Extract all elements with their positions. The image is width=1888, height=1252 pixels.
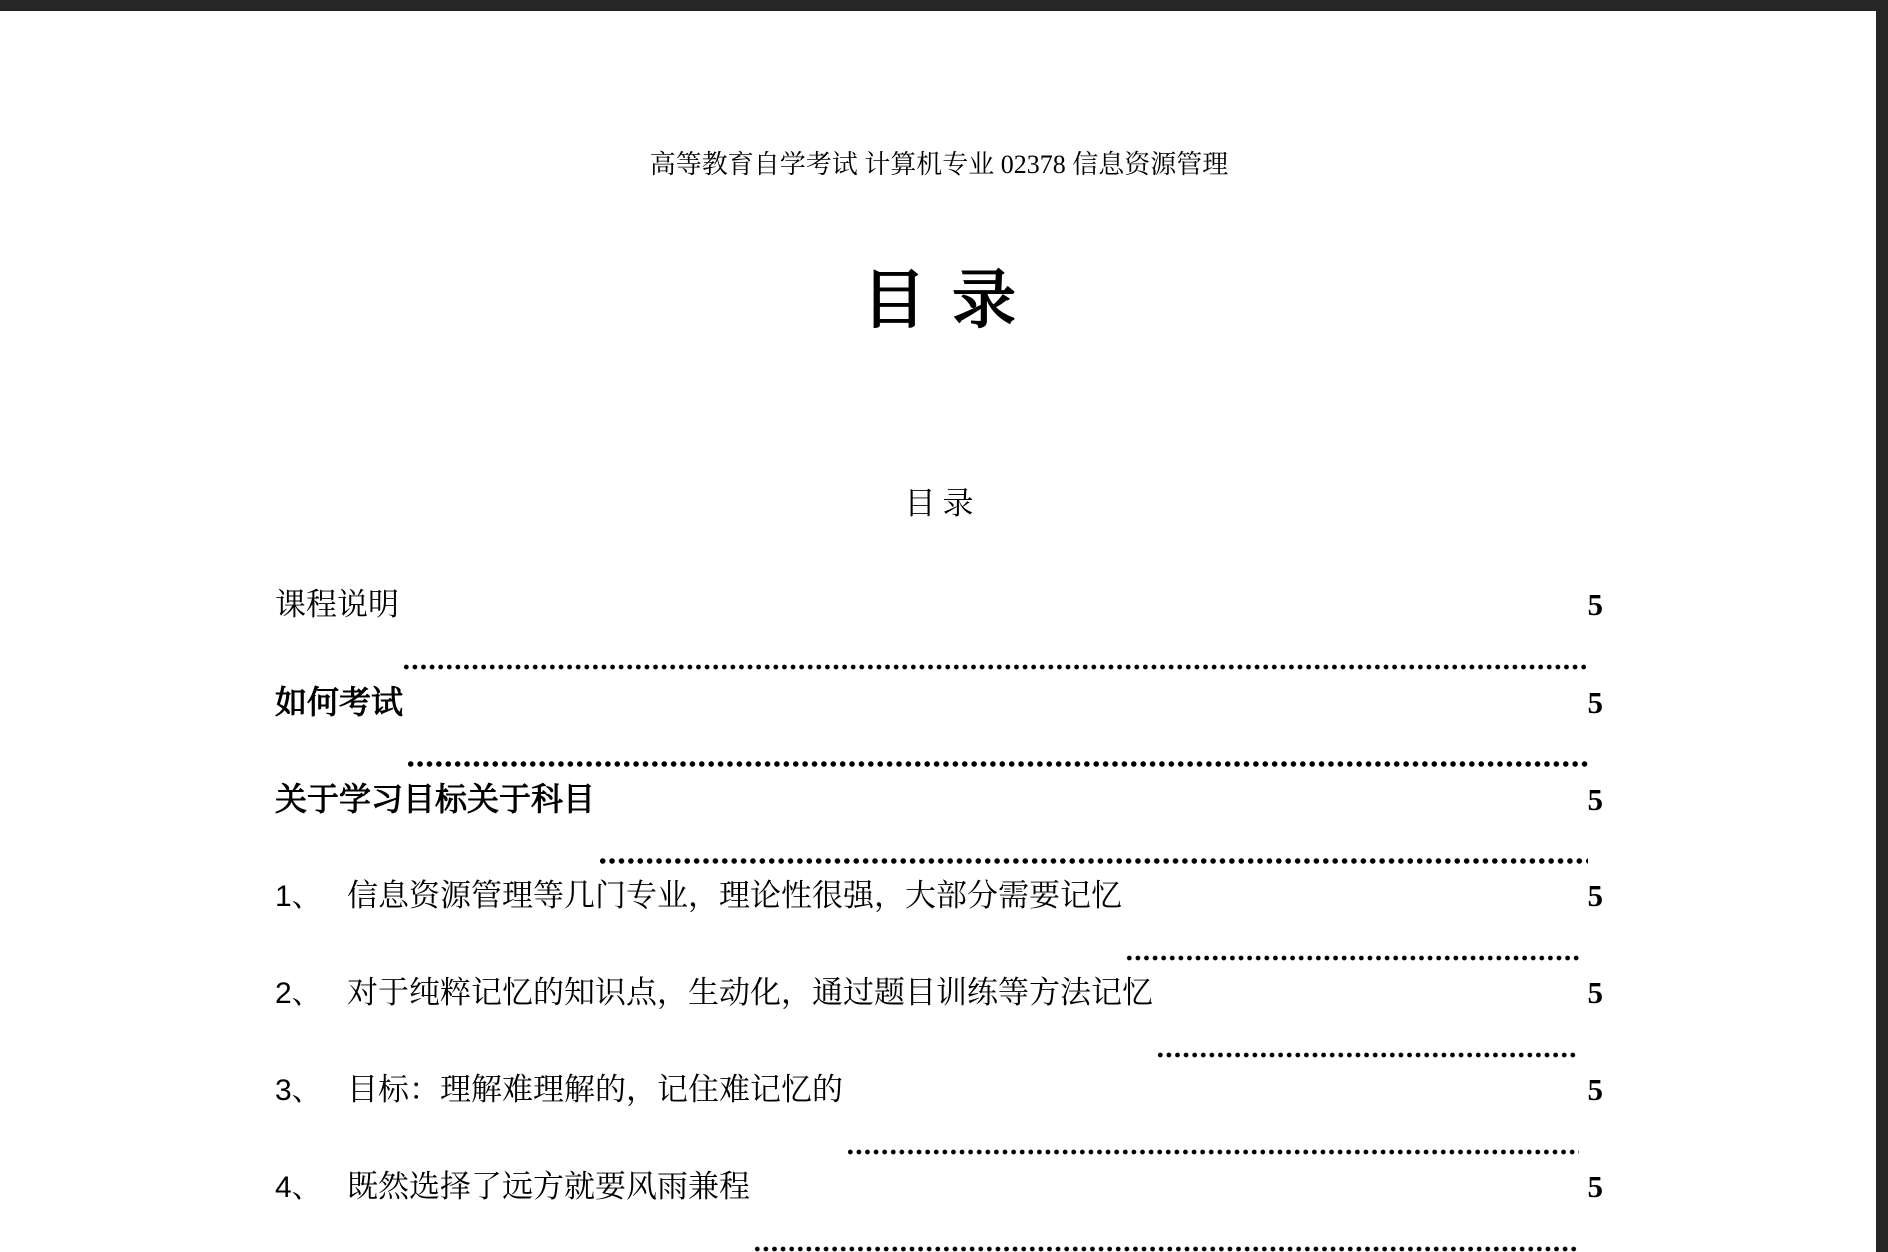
toc-page-number: 5 (1587, 1169, 1603, 1204)
dot-leader (846, 1148, 1579, 1156)
dot-leader (402, 663, 1588, 671)
toc-entry[interactable] (275, 1068, 1603, 1165)
toc-entry-number: 4、 (275, 1171, 322, 1204)
toc-entry-number: 3、 (275, 1074, 322, 1107)
toc-page-number: 5 (1587, 587, 1603, 622)
toc-entry-label: 信息资源管理等几门专业，理论性很强，大部分需要记忆 (347, 878, 1122, 913)
document-content (275, 147, 1603, 1252)
toc-entry[interactable] (275, 583, 1603, 680)
toc-list (275, 583, 1603, 1252)
dot-leader (1125, 954, 1579, 962)
toc-entry-number: 2、 (275, 977, 322, 1010)
toc-entry-label: 如何考试 (275, 684, 404, 720)
toc-entry-label: 关于学习目标关于科目 (275, 781, 596, 817)
toc-entry[interactable] (275, 874, 1603, 971)
toc-entry-number: 1、 (275, 880, 322, 913)
toc-page-number: 5 (1587, 975, 1603, 1010)
page-title: 目录 (862, 265, 1042, 336)
toc-entry-label: 对于纯粹记忆的知识点，生动化，通过题目训练等方法记忆 (347, 975, 1153, 1010)
toc-entry[interactable] (275, 1165, 1603, 1252)
toc-entry[interactable] (275, 777, 1603, 874)
toc-page-number: 5 (1587, 1072, 1603, 1107)
toc-page-number: 5 (1587, 782, 1603, 817)
toc-page-number: 5 (1587, 685, 1603, 720)
toc-entry-label: 既然选择了远方就要风雨兼程 (347, 1169, 750, 1204)
toc-subtitle: 目录 (904, 486, 981, 521)
document-header: 高等教育自学考试 计算机专业 02378 信息资源管理 (649, 150, 1229, 179)
toc-page-number: 5 (1587, 878, 1603, 913)
toc-entry-label: 目标：理解难理解的，记住难记忆的 (347, 1072, 843, 1107)
document-page (0, 11, 1876, 1252)
toc-entry[interactable] (275, 680, 1603, 777)
toc-entry[interactable] (275, 971, 1603, 1068)
toc-entry-label: 课程说明 (275, 587, 399, 622)
dot-leader (1156, 1051, 1579, 1059)
dot-leader (753, 1245, 1579, 1252)
dot-leader (406, 760, 1587, 768)
dot-leader (598, 857, 1587, 865)
